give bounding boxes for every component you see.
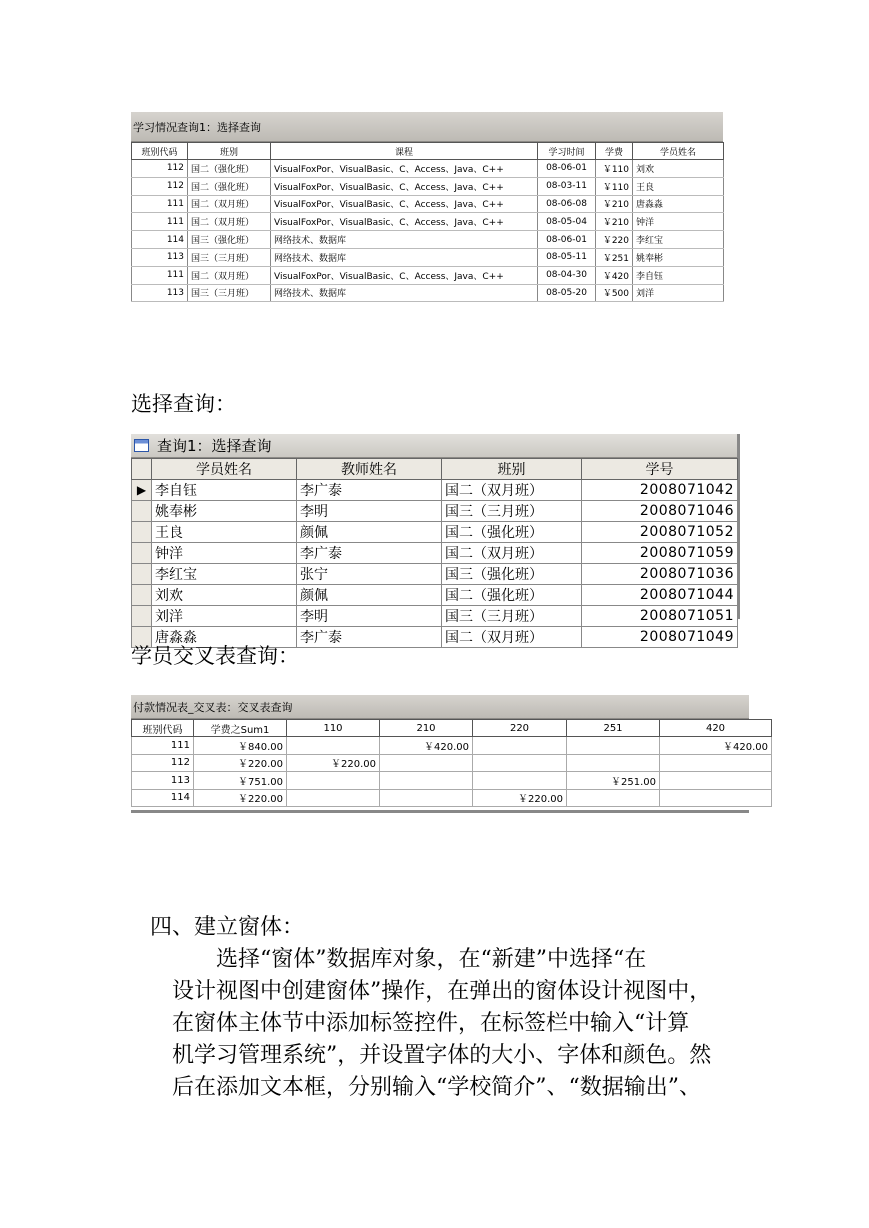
table-cell: 唐淼淼: [152, 627, 297, 648]
table-cell: [660, 789, 772, 807]
paragraph-line: 设计视图中创建窗体”操作，在弹出的窗体设计视图中，: [172, 979, 712, 1004]
table-cell: ￥220.00: [473, 789, 567, 807]
paragraph-line: 选择“窗体”数据库对象，在“新建”中选择“在: [172, 947, 647, 972]
column-header: 课程: [271, 143, 538, 160]
table-cell: 王良: [152, 522, 297, 543]
table-row: [132, 543, 738, 564]
table-row: [132, 480, 738, 501]
table-cell: 2008071049: [582, 627, 738, 648]
column-header: 班别: [188, 143, 271, 160]
table-cell: ￥220.00: [194, 754, 287, 772]
table-cell: 113: [132, 284, 188, 302]
table-cell: 114: [132, 231, 188, 249]
table-cell: 网络技术、数据库: [271, 248, 538, 266]
table-cell: 2008071059: [582, 543, 738, 564]
table-cell: VisualFoxPor、VisualBasic、C、Access、Java、C++: [271, 266, 538, 284]
table-row: [132, 177, 724, 195]
crosstab-query-window: [131, 695, 768, 813]
column-header: 学员姓名: [152, 459, 297, 480]
table-cell: ￥220.00: [194, 789, 287, 807]
table-cell: 颜佩: [297, 522, 442, 543]
record-selector[interactable]: [132, 585, 152, 606]
table-cell: 国三（三月班）: [188, 248, 271, 266]
table-cell: ￥251: [596, 248, 633, 266]
table-cell: 111: [132, 213, 188, 231]
table-cell: ￥220: [596, 231, 633, 249]
table-cell: ￥420.00: [380, 737, 473, 755]
table-cell: 钟洋: [633, 213, 724, 231]
table-cell: [380, 772, 473, 790]
table-row: [132, 195, 724, 213]
table-row: [132, 213, 724, 231]
table-row: [132, 606, 738, 627]
query-icon: [134, 439, 149, 452]
table-row: [132, 737, 772, 755]
record-selector[interactable]: [132, 522, 152, 543]
table-cell: 113: [132, 772, 194, 790]
table-cell: 国二（双月班）: [188, 195, 271, 213]
table-cell: 08-05-20: [538, 284, 596, 302]
table-cell: 111: [132, 737, 194, 755]
column-header: 学习时间: [538, 143, 596, 160]
table-cell: [287, 789, 380, 807]
record-selector[interactable]: [132, 564, 152, 585]
table-cell: 08-04-30: [538, 266, 596, 284]
table-cell: 2008071046: [582, 501, 738, 522]
window-title: 付款情况表_交叉表：交叉表查询: [131, 695, 749, 719]
column-header: 教师姓名: [297, 459, 442, 480]
table-cell: [380, 789, 473, 807]
table-cell: 国三（三月班）: [442, 606, 582, 627]
table-cell: 国二（双月班）: [188, 213, 271, 231]
table-cell: [473, 772, 567, 790]
table-cell: VisualFoxPor、VisualBasic、C、Access、Java、C++: [271, 195, 538, 213]
column-header: 学员姓名: [633, 143, 724, 160]
paragraph-line: 在窗体主体节中添加标签控件，在标签栏中输入“计算: [172, 1011, 690, 1036]
record-selector[interactable]: [132, 606, 152, 627]
column-header: 学费: [596, 143, 633, 160]
table-cell: 08-06-01: [538, 231, 596, 249]
table-cell: 刘洋: [633, 284, 724, 302]
table-cell: 姚奉彬: [633, 248, 724, 266]
datasheet-table: [131, 142, 724, 302]
paragraph: [172, 944, 742, 1104]
table-cell: 李广泰: [297, 480, 442, 501]
window-title: 查询1：选择查询: [157, 437, 272, 455]
table-cell: 国二（双月班）: [188, 266, 271, 284]
datasheet-table: [131, 719, 772, 807]
table-cell: 国三（强化班）: [442, 564, 582, 585]
table-cell: 08-06-01: [538, 160, 596, 178]
table-cell: 国二（强化班）: [442, 522, 582, 543]
table-cell: 李自钰: [633, 266, 724, 284]
paragraph-line: 后在添加文本框，分别输入“学校简介”、“数据输出”、: [172, 1075, 701, 1100]
table-cell: 112: [132, 754, 194, 772]
table-cell: 刘欢: [633, 160, 724, 178]
table-cell: ￥751.00: [194, 772, 287, 790]
table-cell: 国三（强化班）: [188, 231, 271, 249]
table-cell: ￥210: [596, 213, 633, 231]
table-cell: 王良: [633, 177, 724, 195]
table-cell: 114: [132, 789, 194, 807]
select-query-window-1: [131, 112, 723, 302]
table-cell: 国二（双月班）: [442, 627, 582, 648]
table-cell: 112: [132, 160, 188, 178]
record-selector[interactable]: [132, 543, 152, 564]
table-cell: 08-05-04: [538, 213, 596, 231]
table-cell: ￥840.00: [194, 737, 287, 755]
table-cell: 2008071051: [582, 606, 738, 627]
column-header: 学号: [582, 459, 738, 480]
caption-select-query: 选择查询：: [131, 392, 236, 416]
table-cell: 08-05-11: [538, 248, 596, 266]
table-row: [132, 772, 772, 790]
table-cell: 08-03-11: [538, 177, 596, 195]
table-cell: 国二（强化班）: [188, 177, 271, 195]
table-cell: 钟洋: [152, 543, 297, 564]
column-header: 班别代码: [132, 720, 194, 737]
table-cell: 张宁: [297, 564, 442, 585]
table-cell: [660, 754, 772, 772]
table-cell: ￥110: [596, 177, 633, 195]
table-cell: 国三（三月班）: [442, 501, 582, 522]
table-cell: 2008071044: [582, 585, 738, 606]
table-cell: VisualFoxPor、VisualBasic、C、Access、Java、C++: [271, 213, 538, 231]
table-row: [132, 789, 772, 807]
table-cell: ￥500: [596, 284, 633, 302]
column-header: 210: [380, 720, 473, 737]
record-selector[interactable]: ▶: [132, 480, 152, 501]
table-cell: [473, 754, 567, 772]
table-cell: 李红宝: [152, 564, 297, 585]
table-cell: 2008071052: [582, 522, 738, 543]
table-row: [132, 248, 724, 266]
table-cell: VisualFoxPor、VisualBasic、C、Access、Java、C++: [271, 177, 538, 195]
table-row: [132, 284, 724, 302]
window-titlebar: [131, 434, 737, 458]
table-row: [132, 522, 738, 543]
table-cell: 08-06-08: [538, 195, 596, 213]
table-cell: VisualFoxPor、VisualBasic、C、Access、Java、C++: [271, 160, 538, 178]
record-selector[interactable]: [132, 501, 152, 522]
table-cell: 2008071042: [582, 480, 738, 501]
column-header: 251: [567, 720, 660, 737]
table-cell: ￥420: [596, 266, 633, 284]
table-cell: [567, 737, 660, 755]
table-cell: [660, 772, 772, 790]
table-cell: 李广泰: [297, 543, 442, 564]
table-cell: 李明: [297, 606, 442, 627]
table-row: [132, 160, 724, 178]
table-cell: [287, 737, 380, 755]
table-cell: 网络技术、数据库: [271, 231, 538, 249]
table-cell: 姚奉彬: [152, 501, 297, 522]
select-query-window-2: [131, 434, 740, 646]
datasheet-table: [131, 458, 738, 648]
table-cell: 唐淼淼: [633, 195, 724, 213]
table-cell: [567, 789, 660, 807]
table-row: [132, 231, 724, 249]
table-cell: ￥220.00: [287, 754, 380, 772]
column-header: 420: [660, 720, 772, 737]
table-cell: ￥210: [596, 195, 633, 213]
table-cell: [567, 754, 660, 772]
table-cell: [473, 737, 567, 755]
table-cell: 李自钰: [152, 480, 297, 501]
table-cell: ￥110: [596, 160, 633, 178]
table-cell: 国二（双月班）: [442, 543, 582, 564]
table-cell: 刘洋: [152, 606, 297, 627]
column-header: 班别: [442, 459, 582, 480]
table-row: [132, 501, 738, 522]
table-cell: ￥251.00: [567, 772, 660, 790]
table-cell: 网络技术、数据库: [271, 284, 538, 302]
table-cell: 113: [132, 248, 188, 266]
section-heading: 四、建立窗体：: [150, 915, 305, 940]
table-row: [132, 754, 772, 772]
table-row: [132, 585, 738, 606]
table-cell: 颜佩: [297, 585, 442, 606]
column-header: 学费之Sum1: [194, 720, 287, 737]
paragraph-line: 机学习管理系统”，并设置字体的大小、字体和颜色。然: [172, 1043, 712, 1068]
window-title: 学习情况查询1：选择查询: [131, 112, 723, 142]
table-row: [132, 564, 738, 585]
caption-crosstab-query: 学员交叉表查询：: [131, 644, 299, 668]
table-cell: 111: [132, 195, 188, 213]
table-cell: 国二（强化班）: [188, 160, 271, 178]
table-cell: [287, 772, 380, 790]
table-cell: 李广泰: [297, 627, 442, 648]
column-header: 110: [287, 720, 380, 737]
column-header: 班别代码: [132, 143, 188, 160]
table-cell: 国二（双月班）: [442, 480, 582, 501]
table-cell: 李明: [297, 501, 442, 522]
column-header: 220: [473, 720, 567, 737]
table-cell: 国二（强化班）: [442, 585, 582, 606]
table-cell: 112: [132, 177, 188, 195]
table-cell: ￥420.00: [660, 737, 772, 755]
table-cell: 李红宝: [633, 231, 724, 249]
table-cell: 111: [132, 266, 188, 284]
table-cell: [380, 754, 473, 772]
table-cell: 2008071036: [582, 564, 738, 585]
table-row: [132, 266, 724, 284]
record-selector-header: [132, 459, 152, 480]
table-cell: 刘欢: [152, 585, 297, 606]
table-cell: 国三（三月班）: [188, 284, 271, 302]
